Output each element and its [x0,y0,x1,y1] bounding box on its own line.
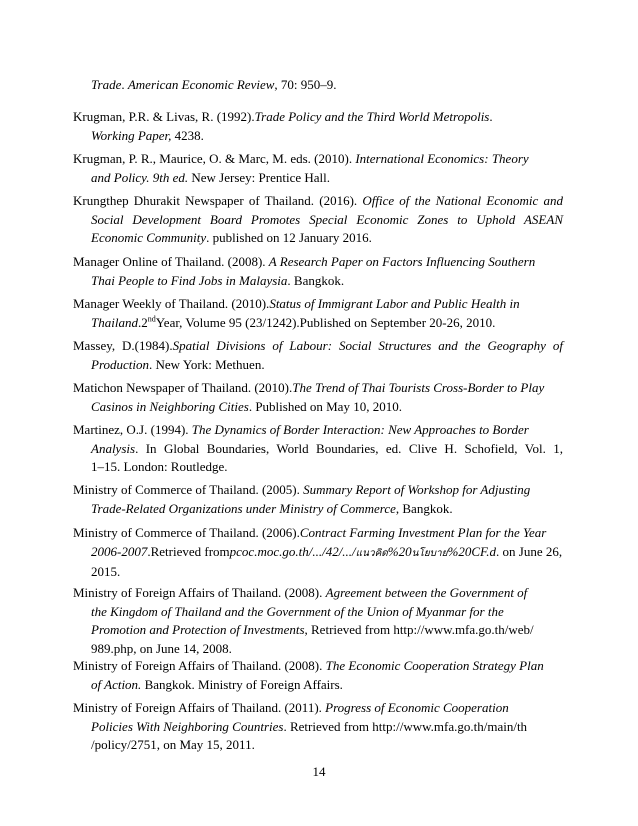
reference-entry [73,295,563,332]
italic-text: A Research Paper on Factors Influencing Southern [268,254,536,269]
reference-line [73,458,563,477]
italic-text: Thai People to Find Jobs in Malaysia [91,272,288,288]
reference-entry [73,337,563,374]
reference-line [73,718,563,737]
text-run: 2015. [91,564,121,579]
italic-text: The Economic Cooperation Strategy Plan [325,658,544,673]
italic-text: Agreement between the Government of [325,585,528,600]
reference-line [73,229,563,248]
reference-line [73,127,563,146]
italic-text: Working Paper, [91,127,172,143]
text-run: New Jersey: Prentice Hall. [188,169,330,185]
reference-entry [73,699,563,755]
text-run: 989.php, on June 14, 2008. [91,640,232,656]
reference-line [73,524,563,543]
text-run: . [489,109,493,124]
text-run: . Retrieved from http://www.mfa.go.th/main/th [283,718,528,734]
reference-line [73,481,563,500]
text-run: Ministry of Foreign Affairs of Thailand. (2008). [73,658,326,673]
reference-line [73,150,563,169]
reference-entry [73,192,563,248]
reference-line [73,584,563,603]
reference-line [73,421,563,440]
reference-line [73,337,563,356]
reference-line [73,398,563,417]
text-run: Krugman, P.R. & Livas, R. (1992). [73,109,255,124]
text-run: นโยบาย [411,547,448,559]
text-run: Ministry of Foreign Affairs of Thailand. (2008). [73,585,326,600]
text-run: , Retrieved from http://www.mfa.go.th/web/ [304,622,534,637]
text-run: Ministry of Commerce of Thailand. (2005). [73,482,304,497]
italic-text: Analysis [91,440,136,456]
text-run: . on June 26, [496,543,563,559]
italic-text: American Economic Review [127,77,275,92]
italic-text: International Economics: Theory [355,151,529,166]
reference-entry [73,524,563,582]
reference-line [73,76,563,95]
text-run: .2 [137,314,148,330]
italic-text: %20 [387,543,412,559]
reference-line [73,253,563,272]
italic-text: Policies With Neighboring Countries [91,718,284,734]
text-run: Manager Weekly of Thailand. (2010). [73,296,270,311]
italic-text: 2006-2007 [91,543,148,559]
text-run: , 70: 950–9. [274,77,337,92]
reference-entry [73,108,563,145]
italic-text: and Policy. 9th ed. [91,169,189,185]
text-run: . Published on May 10, 2010. [248,398,402,414]
reference-line [73,640,563,659]
italic-text: Casinos in Neighboring Cities [91,398,249,414]
text-run: /policy/2751, on May 15, 2011. [91,737,255,752]
text-run: Year, Volume 95 (23/1242).Published on September 20-26, 2010. [155,314,496,330]
reference-entry [73,481,563,518]
italic-text: The Trend of Thai Tourists Cross-Border to Play [292,380,545,395]
reference-line [73,314,563,333]
text-run: Ministry of Foreign Affairs of Thailand. (2011). [73,700,326,715]
italic-text: Progress of Economic Cooperation [325,700,509,715]
italic-text: the Kingdom of Thailand and the Government of the Union of Myanmar for the [91,603,504,619]
text-run: , Bangkok. [395,500,453,516]
reference-line [73,272,563,291]
text-run: . In Global Boundaries, World Boundaries, ed. Clive H. Schofield, Vol. 1, [135,440,563,456]
italic-text: Production [91,356,150,372]
text-run: Krungthep Dhurakit Newspaper of Thailand. (2016). [73,193,363,208]
text-run: .Retrieved from [147,543,230,559]
italic-text: Social Development Board Promotes Special Economic Zones to Uphold ASEAN [91,211,563,227]
text-run: Ministry of Commerce of Thailand. (2006). [73,525,300,540]
italic-text: Summary Report of Workshop for Adjusting [303,482,531,497]
reference-entry [73,584,563,658]
text-run: 1–15. London: Routledge. [91,459,228,474]
reference-line [73,500,563,519]
italic-text: Promotion and Protection of Investments [91,622,305,637]
text-run: Martinez, O.J. (1994). [73,422,192,437]
reference-line [73,543,563,564]
italic-text: of Action. [91,676,142,692]
reference-line [73,621,563,640]
reference-entry [73,379,563,416]
reference-line [73,440,563,459]
italic-text: Status of Immigrant Labor and Public Health in [269,296,520,311]
italic-text: The Dynamics of Border Interaction: New Approaches to Border [191,422,529,437]
reference-line [73,657,563,676]
reference-entry [73,76,563,95]
reference-line [73,356,563,375]
reference-line [73,295,563,314]
reference-entry [73,253,563,290]
text-run: nd [147,314,156,324]
reference-line [73,699,563,718]
reference-line [73,676,563,695]
text-run: แนวคิด [355,547,388,559]
reference-line [73,736,563,755]
italic-text: Economic Community [91,230,207,245]
reference-line [73,192,563,211]
page-number: 14 [312,764,326,779]
reference-entry [73,150,563,187]
italic-text: Contract Farming Investment Plan for the Year [299,525,547,540]
text-run: Manager Online of Thailand. (2008). [73,254,269,269]
italic-text: Thailand [91,314,138,330]
reference-line [73,563,563,582]
italic-text: Trade-Related Organizations under Ministry of Commerce [91,500,396,516]
reference-entry [73,421,563,477]
reference-line [73,108,563,127]
text-run: Krugman, P. R., Maurice, O. & Marc, M. eds. (2010). [73,151,356,166]
text-run: Matichon Newspaper of Thailand. (2010). [73,380,293,395]
reference-line [73,379,563,398]
reference-line [73,211,563,230]
reference-entry [73,657,563,694]
italic-text: Trade Policy and the Third World Metropolis [254,109,490,124]
text-run: . published on 12 January 2016. [206,230,372,245]
italic-text: Trade [91,77,122,92]
text-run: Massey, D.(1984). [73,338,173,353]
italic-text: Office of the National Economic and [362,193,563,208]
text-run: . New York: Methuen. [149,356,265,372]
text-run: 4238. [171,127,204,143]
italic-text: %20CF.d [447,543,497,559]
italic-text: Spatial Divisions of Labour: Social Structures and the Geography of [172,338,563,353]
text-run: Bangkok. Ministry of Foreign Affairs. [141,676,343,692]
text-run: . Bangkok. [287,272,345,288]
text-run: . [121,77,128,92]
italic-text: pcoc.moc.go.th/.../42/.../ [229,543,356,559]
reference-line [73,603,563,622]
reference-line [73,169,563,188]
